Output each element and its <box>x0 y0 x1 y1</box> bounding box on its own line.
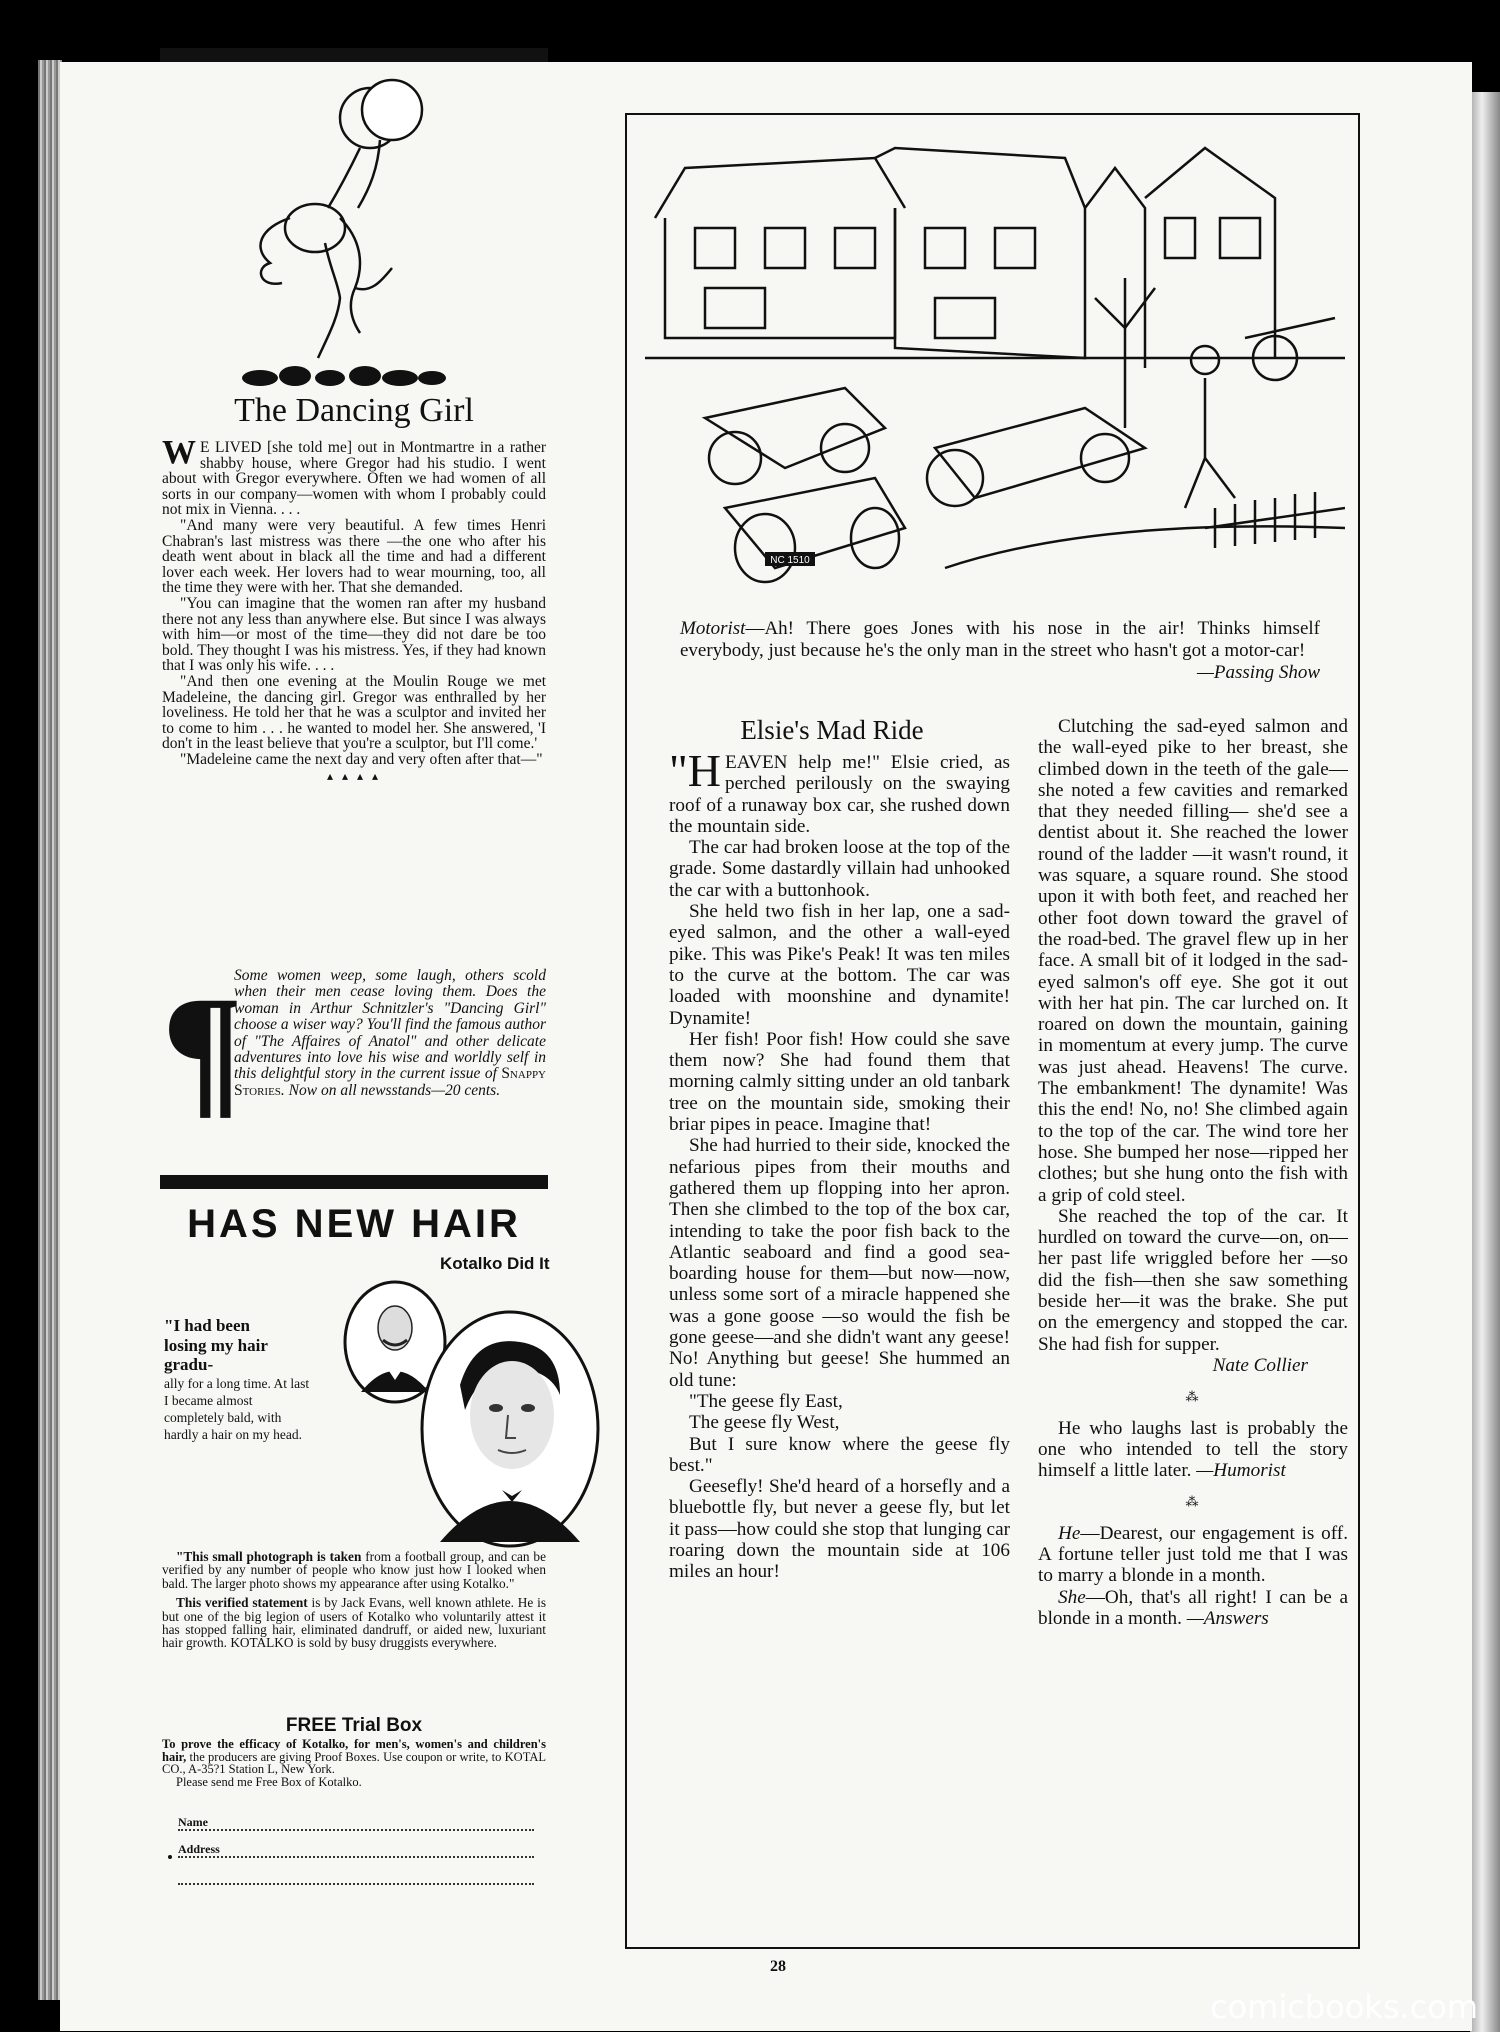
ad-paragraph-2 <box>162 1596 546 1650</box>
name-label: Name <box>178 1815 208 1829</box>
coupon-request: Please send me Free Box of Kotalko. <box>176 1774 362 1789</box>
joke-2-line-a: —Dearest, our engagement is off. A fortune teller just told me that I was to marry a blonde in a month. <box>1038 1522 1348 1587</box>
joke-1 <box>1038 1418 1348 1482</box>
ink-speck <box>168 1855 172 1859</box>
top-rule <box>160 48 548 62</box>
joke-2-she: She <box>1058 1586 1086 1608</box>
elsie-byline: Nate Collier <box>1212 1354 1308 1376</box>
joke-1-text: He who laughs last is probably the one who intended to tell the story himself a little later. <box>1038 1417 1348 1482</box>
elsie-paragraph: Her fish! Poor fish! How could she save them now? She had found them that morning calmly sitting under an old tanbark tree on the mountain side, smoking their briar pipes in peace. Imagine that! <box>669 1028 1010 1136</box>
coupon-text <box>162 1738 546 1788</box>
elsie-drop-cap: "H <box>669 745 721 796</box>
ad-text-2: is by Jack Evans, well known athlete. He is but one of the big legion of users of Kotalko who voluntarily attest it has stopped falling hair, eliminated dandruff, or aided new, luxuriant hair growth. KOTALKO is sold by busy druggists everywhere. <box>162 1595 546 1651</box>
elsie-verse-line: But I sure know where the geese fly best." <box>669 1433 1010 1476</box>
elsie-paragraph: She held two fish in her lap, one a sad-eyed salmon, and the other a wall-eyed pike. This was Pike's Peak! It was ten miles to the curve at the bottom. The car was loaded with moonshine and dynamite! Dynamite! <box>669 901 1010 1029</box>
elsie-title: Elsie's Mad Ride <box>740 715 924 745</box>
caption-source: —Passing Show <box>1197 662 1320 683</box>
caption-speaker: Motorist <box>680 618 746 639</box>
drop-cap: W <box>162 434 196 471</box>
license-plate: NC 1510 <box>770 555 810 566</box>
motorist-cartoon <box>645 128 1345 616</box>
dancing-paragraph-2: "And many were very beautiful. A few times Henri Chabran's last mistress was there —the one who after his death went about in black all the time and had a different lover each week. Her lovers had to wear mourning, too, all the time they were with her. That she demanded. <box>162 516 546 597</box>
stars-ornament: ▴ ▴ ▴ ▴ <box>326 769 382 784</box>
elsie-paragraph: She reached the top of the car. It hurdled on toward the curve—on, on—her past life wriggled before her —so did the fish—then she saw something beside her—it was the brake. She put on the emergency and stopped the car. She had fish for supper. <box>1038 1205 1348 1355</box>
elsie-paragraph: She had hurried to their side, knocked the nefarious pipes from their mouths and gathered them up flopping into her apron. Then she climbed to the top of the box car, intending to take the poor fish back to the Atlantic seaboard and find a good sea-boarding house for them—but now—now, unless some sort of a miracle happened she was a gone goose —so would the fish be gone geese—and she didn't want any geese! No! Anything but geese! She hummed an old tune: <box>669 1135 1010 1391</box>
ad-text-1: from a football group, and can be verified by any number of people who know just how I looked when bald. The larger photo shows my appearance after using Kotalko." <box>162 1549 546 1591</box>
joke-1-source: —Humorist <box>1196 1460 1286 1482</box>
joke-2 <box>1038 1523 1348 1587</box>
quote-lead: "I had been losing my hair gradu- <box>164 1316 268 1374</box>
ad-subhead: Kotalko Did It <box>440 1254 550 1273</box>
paragraph-text: E LIVED [she told me] out in Montmartre in a rather shabby house, where Gregor had his studio. I went about with Gregor everywhere. Often we had women of all sorts in our company—women with whom I probably could not mix in Vienna. . . . <box>162 439 546 519</box>
ornament-2: ⁂ <box>1185 1494 1201 1510</box>
elsie-verse-line: "The geese fly East, <box>689 1390 843 1412</box>
magazine-name: Snappy Stories <box>234 1065 546 1099</box>
dancing-girl-text <box>162 434 546 788</box>
hair-photo <box>420 1310 600 1548</box>
free-trial-heading: FREE Trial Box <box>285 1715 423 1736</box>
promo-part-b: . Now on all newsstands—20 cents. <box>280 1081 501 1099</box>
ad-paragraph-1 <box>162 1550 546 1590</box>
elsie-paragraph: Clutching the sad-eyed salmon and the wall-eyed pike to her breast, she climbed down in the teeth of the gale—she noted a few cavities and remarked that they needed filling— she'd see a dentist about it. She reached the lower round of the ladder —it wasn't round, it was square, a square round. She stood upon it with both feet, and reached her other foot down toward the gravel of the road-bed. The gravel flew up in her face. A small bit of it lodged in the sad-eyed salmon's off eye. She got it out with her hat pin. The car lurched on. It roared on down the mountain, gaining in momentum at every jump. The curve was just ahead. Heavens! The curve. The embankment! The dynamite! Was this the end! No, no! She climbed again to the top of the car. The wind tore her hose. She bumped her nose—ripped her clothes; but she hung onto the fish with a grip of cold steel. <box>1038 716 1348 1206</box>
ad-body <box>162 1550 546 1656</box>
elsie-column-2 <box>1038 716 1348 1629</box>
elsie-opening <box>669 745 1010 837</box>
coupon-bold: To prove the efficacy of Kotalko, for men's, women's and children's hair, <box>162 1737 546 1764</box>
cartoon-caption <box>680 618 1320 684</box>
book-right-edge <box>1470 92 1500 2032</box>
joke-2-reply <box>1038 1587 1348 1630</box>
joke-2-source: —Answers <box>1186 1607 1269 1629</box>
middle-rule <box>160 1175 548 1189</box>
elsie-paragraph: The car had broken loose at the top of the grade. Some dastardly villain had unhooked the car with a buttonhook. <box>669 837 1010 901</box>
book-page-edges <box>38 60 62 2000</box>
elsie-paragraph: Geesefly! She'd heard of a horsefly and a bluebottle fly, but never a geese fly, but let it pass—how could she stop that lunging car roaring down the mountain side at 106 miles an hour! <box>669 1476 1010 1583</box>
ad-headline: HAS NEW HAIR <box>187 1202 521 1246</box>
address-field-line-2[interactable] <box>178 1869 534 1885</box>
elsie-verse-line: The geese fly West, <box>689 1412 840 1434</box>
ad-bold-2: This verified statement <box>176 1595 308 1611</box>
dancing-girl-title: The Dancing Girl <box>234 392 474 429</box>
elsie-first-text: EAVEN help me!" Elsie cried, as perched perilously on the swaying roof of a runaway box car, she rushed down the mountain side. <box>669 752 1010 837</box>
coupon-body: the producers are giving Proof Boxes. Use coupon or write, to KOTAL CO., A-35?1 Station L, New York. <box>162 1749 546 1777</box>
address-label: Address <box>178 1842 220 1856</box>
testimonial-quote <box>164 1316 344 1443</box>
dancing-paragraph-4: "And then one evening at the Moulin Rouge we met Madeleine, the dancing girl. Gregor was enthralled by her loveliness. He told her that he was a sculptor and invited her to come to him . . . he wanted to model her. She answered, 'I don't in the least believe that you're a sculptor, but I'll come.' <box>162 672 546 753</box>
page-number: 28 <box>770 1958 786 1975</box>
joke-2-line-b: —Oh, that's all right! I can be a blonde in a month. <box>1038 1586 1348 1629</box>
name-field[interactable] <box>178 1815 534 1831</box>
ad-bold-1: "This small photograph is taken <box>176 1549 362 1564</box>
address-field[interactable] <box>178 1842 534 1858</box>
watermark: comicbooks.com <box>1209 1988 1478 2026</box>
pilcrow-icon: ¶ <box>162 966 244 1132</box>
ornament-1: ⁂ <box>1185 1389 1201 1405</box>
joke-2-he: He <box>1058 1522 1081 1544</box>
promo-text <box>234 968 546 1099</box>
elsie-column-1 <box>669 745 1010 1583</box>
snappy-stories-promo <box>162 968 546 1153</box>
dancing-paragraph-1 <box>162 434 546 519</box>
promo-part-a: Some women weep, some laugh, others scold when their men cease loving them. Does the woman in Arthur Schnitzler's "Dancing Girl" choose a wiser way? You'll find the famous author of "The Affaires of Anatol" and other delicate adventures into love his wise and worldly self in this delightful story in the current issue of <box>234 967 546 1083</box>
quote-rest: ally for a long time. At last I became almost completely bald, with hardly a hair on my head. <box>164 1375 310 1442</box>
dancing-girl-illustration <box>220 78 480 388</box>
dancing-paragraph-5: "Madeleine came the next day and very often after that—" <box>180 750 543 768</box>
dancing-paragraph-3: "You can imagine that the women ran after my husband there not any less than anywhere else. But since I was always with him—or most of the time—they did not dare be too bold. They thought I was his mistress. Yes, if they had known that I was only his wife. . . . <box>162 594 546 675</box>
caption-text: —Ah! There goes Jones with his nose in the air! Thinks himself everybody, just because he's the only man in the street who hasn't got a motor-car! <box>680 618 1320 661</box>
